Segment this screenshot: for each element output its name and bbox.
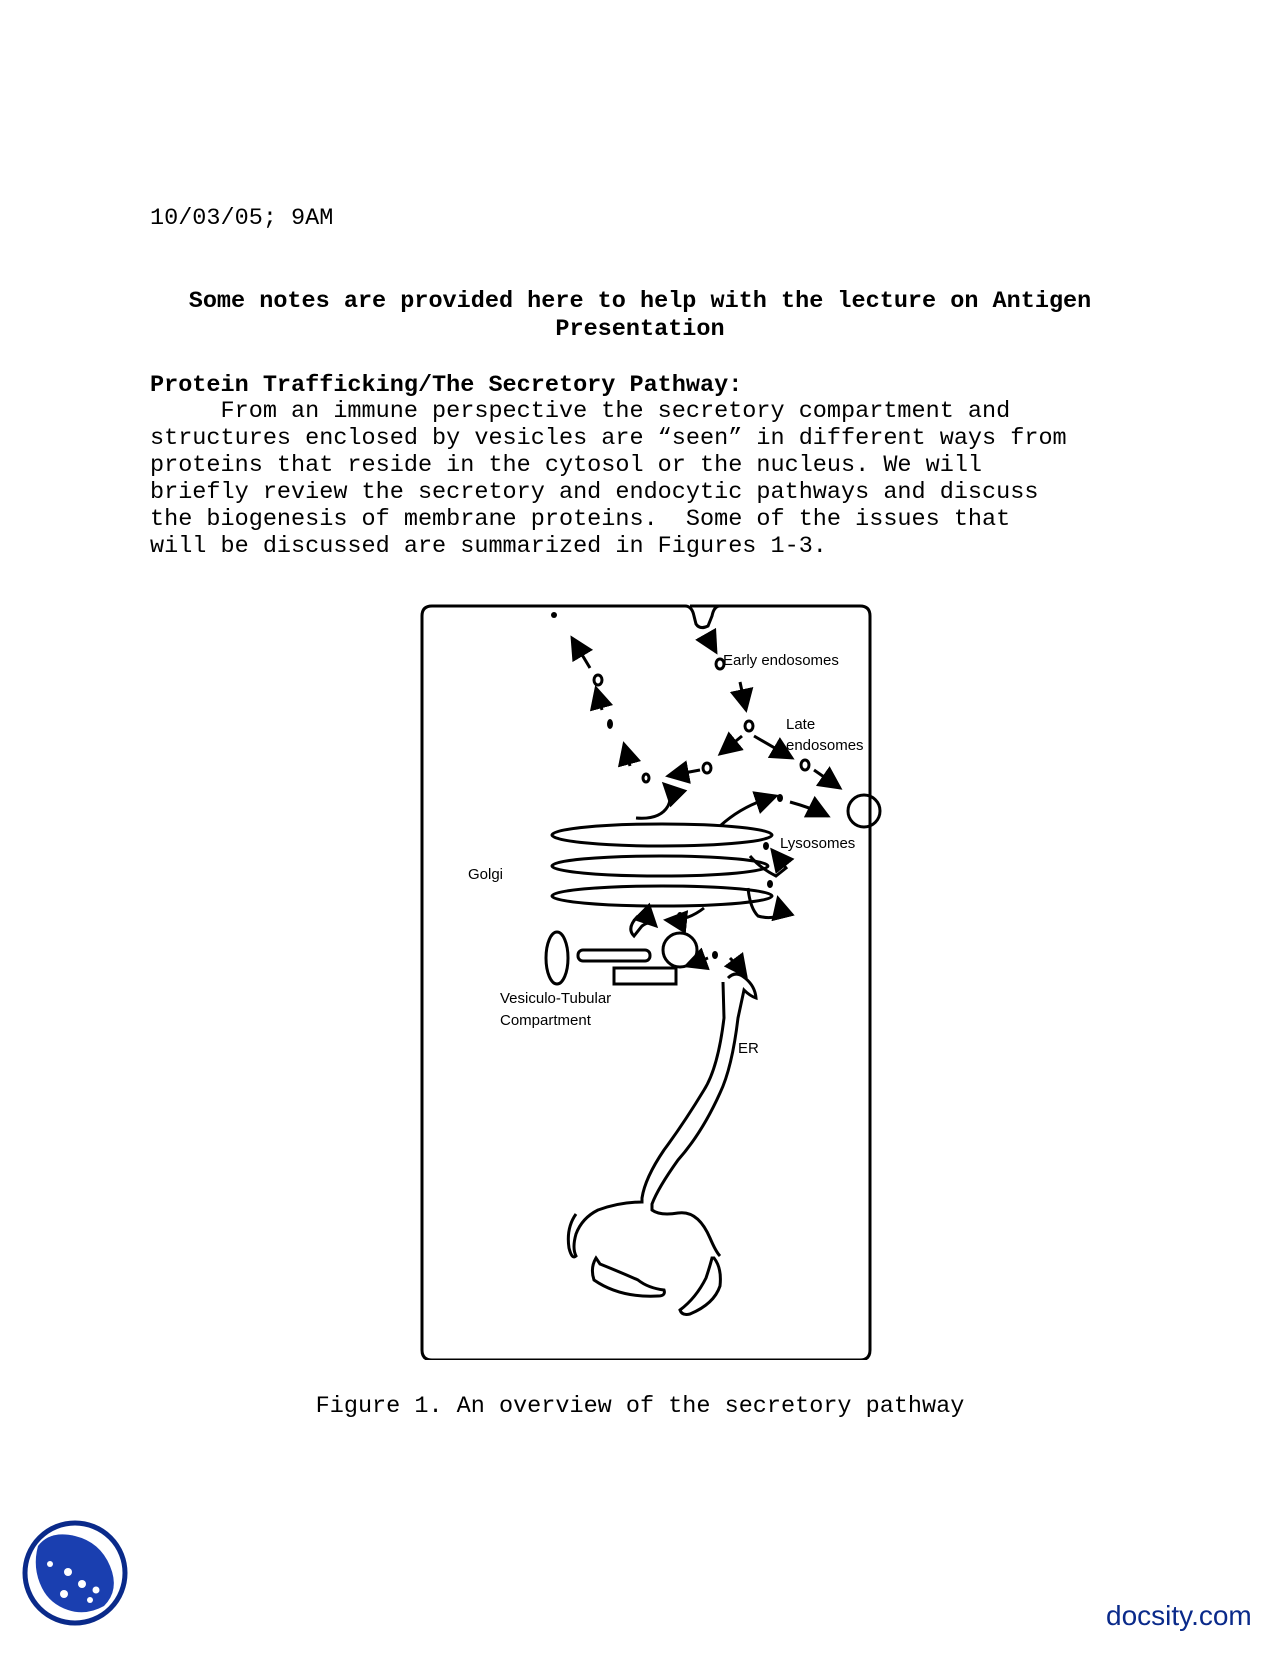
paragraph-line: proteins that reside in the cytosol or the nucleus. We will xyxy=(150,452,983,479)
nucleus-envelope xyxy=(592,1258,664,1296)
docsity-brand-text[interactable]: docsity.com xyxy=(1106,1600,1252,1631)
paragraph-line: the biogenesis of membrane proteins. Some of the issues that xyxy=(150,506,1011,533)
body-paragraph xyxy=(150,398,1067,560)
label-er: ER xyxy=(738,1040,759,1057)
golgi-cisterna xyxy=(552,856,768,876)
label-early-endosomes: Early endosomes xyxy=(723,652,839,669)
heading-line-1: Some notes are provided here to help with the lecture on Antigen xyxy=(188,288,1092,315)
endoplasmic-reticulum xyxy=(568,974,756,1257)
page-heading xyxy=(140,288,1140,344)
vtc-vesicle-round xyxy=(663,933,697,967)
docsity-logo-icon xyxy=(20,1518,130,1628)
vtc-tubule xyxy=(578,950,650,961)
label-late: Late xyxy=(786,716,816,733)
vtc-rect xyxy=(614,968,676,984)
paragraph-line: From an immune perspective the secretory compartment and xyxy=(150,398,1011,425)
figure-caption: Figure 1. An overview of the secretory pathway xyxy=(315,1393,965,1420)
label-lysosomes: Lysosomes xyxy=(780,835,856,852)
golgi-cisterna xyxy=(552,886,772,906)
label-golgi: Golgi xyxy=(468,866,504,883)
lysosome xyxy=(848,795,880,827)
paragraph-line: will be discussed are summarized in Figures 1-3. xyxy=(150,533,827,560)
section-title: Protein Trafficking/The Secretory Pathway: xyxy=(150,372,743,399)
label-vtc-line2: Compartment xyxy=(500,1012,591,1029)
paragraph-line: briefly review the secretory and endocytic pathways and discuss xyxy=(150,479,1039,506)
heading-line-2: Presentation xyxy=(555,316,725,343)
golgi-cisterna xyxy=(552,824,772,846)
nucleus-envelope xyxy=(680,1258,720,1315)
label-vtc-line1: Vesiculo-Tubular xyxy=(500,990,612,1007)
vtc-vesicle xyxy=(546,932,568,984)
secretory-pathway-figure xyxy=(420,598,900,1360)
document-date: 10/03/05; 9AM xyxy=(150,205,334,232)
label-endosomes: endosomes xyxy=(786,737,864,754)
paragraph-line: structures enclosed by vesicles are “seen” in different ways from xyxy=(150,425,1067,452)
